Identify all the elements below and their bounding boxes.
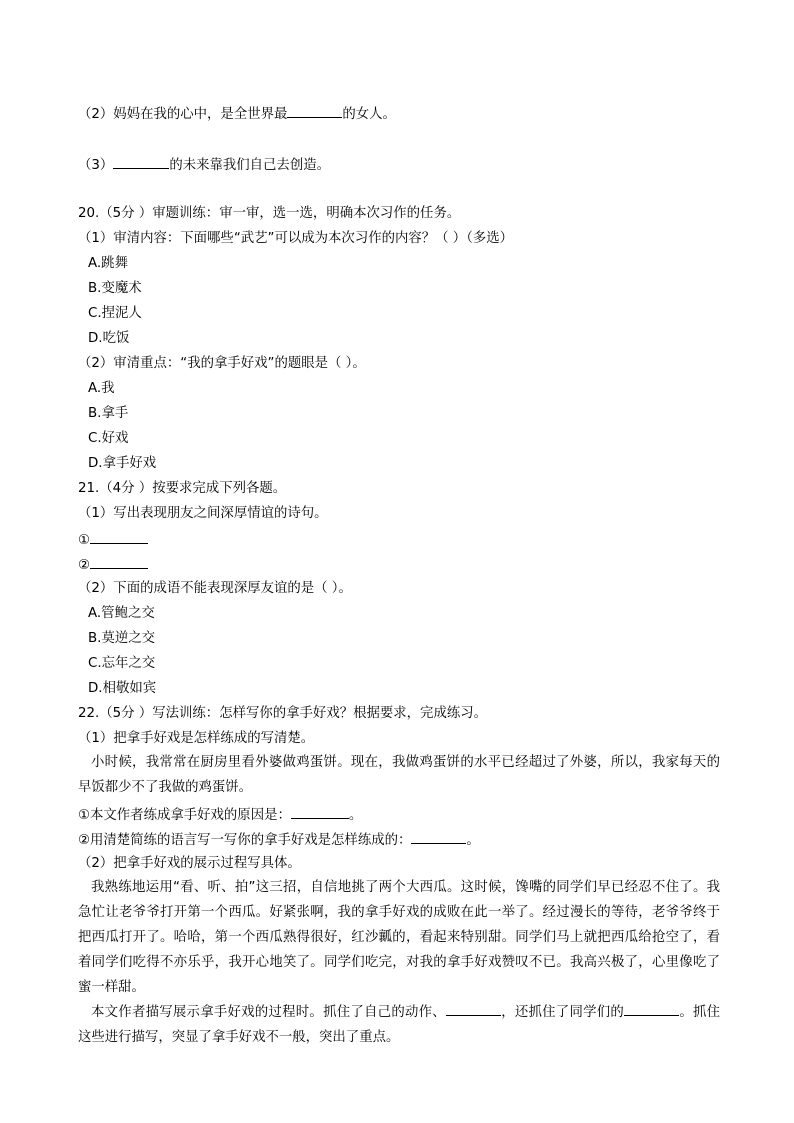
option-d[interactable]: D.吃饭: [88, 331, 130, 346]
option-d[interactable]: D.拿手好戏: [88, 456, 157, 471]
answer-blank[interactable]: [90, 555, 148, 569]
question-22-heading: 22.（5分 ）写法训练：怎样写你的拿手好戏？根据要求，完成练习。: [78, 706, 488, 721]
question-19-3: （3） 的未来靠我们自己去创造。: [78, 155, 330, 175]
question-22-1: （1）把拿手好戏是怎样练成的写清楚。: [78, 731, 315, 746]
option-c[interactable]: C.捏泥人: [88, 306, 142, 321]
option-a[interactable]: A.管鲍之交: [88, 606, 155, 621]
question-22-1-b: ②用清楚简练的语言写一写你的拿手好戏是怎样练成的： 。: [78, 830, 480, 850]
option-a[interactable]: A.我: [88, 381, 115, 396]
reading-passage-2: 我熟练地运用“看、听、拍”这三招，自信地挑了两个大西瓜。这时候，馋嘴的同学们早已经忍不住了。我急忙让老爷爷打开第一个西瓜。好紧张啊，我的拿手好戏的成败在此一举了。经过漫长的等待，老爷爷终于把西瓜打开了。哈哈，第一个西瓜熟得很好，红沙瓤的，看起来特别甜。同学们马上就把西瓜给抢空了，看着同学们吃得不亦乐乎，我开心地笑了。同学们吃完，对我的拿手好戏赞叹不已。我高兴极了，心里像吃了蜜一样甜。: [78, 880, 720, 995]
answer-blank[interactable]: [291, 805, 349, 819]
question-21-2: （2）下面的成语不能表现深厚友谊的是（ ）。: [78, 581, 352, 596]
question-20-2: （2）审清重点：“我的拿手好戏”的题眼是（ ）。: [78, 356, 366, 371]
answer-blank[interactable]: [113, 155, 169, 169]
question-20-1: （1）审清内容：下面哪些“武艺”可以成为本次习作的内容？（ ）（多选）: [78, 231, 514, 246]
option-c[interactable]: C.好戏: [88, 431, 129, 446]
answer-blank[interactable]: [624, 1002, 679, 1016]
option-d[interactable]: D.相敬如宾: [88, 681, 157, 696]
answer-blank[interactable]: [446, 1002, 501, 1016]
question-21-heading: 21.（4分 ）按要求完成下列各题。: [78, 481, 287, 496]
option-b[interactable]: B.拿手: [88, 406, 129, 421]
option-b[interactable]: B.变魔术: [88, 281, 142, 296]
reading-passage-1: 小时候，我常常在厨房里看外婆做鸡蛋饼。现在，我做鸡蛋饼的水平已经超过了外婆，所以，我家每天的早饭都少不了我做的鸡蛋饼。: [78, 755, 720, 795]
option-a[interactable]: A.跳舞: [88, 256, 128, 271]
answer-blank[interactable]: [90, 530, 148, 544]
answer-blank[interactable]: [287, 104, 342, 118]
question-19-2: （2）妈妈在我的心中，是全世界最 的女人。: [78, 104, 396, 124]
question-21-1: （1）写出表现朋友之间深厚情谊的诗句。: [78, 506, 328, 521]
answer-blank[interactable]: [411, 830, 466, 844]
poem-blank-2: ②: [78, 555, 148, 575]
poem-blank-1: ①: [78, 530, 148, 550]
option-c[interactable]: C.忘年之交: [88, 656, 156, 671]
question-22-1-a: ①本文作者练成拿手好戏的原因是： 。: [78, 805, 362, 825]
question-22-2-fill: 本文作者描写展示拿手好戏的过程时。抓住了自己的动作、 ，还抓住了同学们的 。抓住这些进行描写，突显了拿手好戏不一般，突出了重点。: [78, 1000, 720, 1050]
question-20-heading: 20.（5分 ）审题训练：审一审，选一选，明确本次习作的任务。: [78, 206, 461, 221]
question-22-2: （2）把拿手好戏的展示过程写具体。: [78, 856, 301, 871]
option-b[interactable]: B.莫逆之交: [88, 631, 156, 646]
